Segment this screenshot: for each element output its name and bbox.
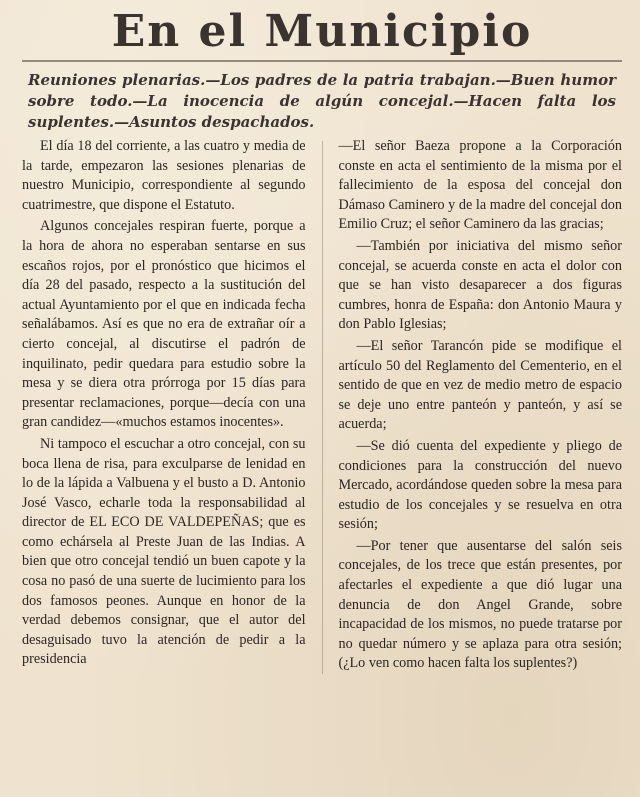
paragraph: Algunos concejales respiran fuerte, porque a la hora de ahora no esperaban sentarse en sus escaños rojos, por el pronóstico que hicimos el día 28 del pasado, respecto a la sustitución del actual Ayuntamiento por el que en indicada fecha señalábamos. Así es que no era de extrañar oír a cierto concejal, al discutirse el padrón de inquilinato, pedir quedara para estudio sobre la mesa y se diera otra prórroga por 15 días para presentar reclamaciones, porque—decía con una gran candidez—«muchos estamos inocentes». xyxy=(22,218,306,431)
paragraph: —También por iniciativa del mismo señor concejal, se acuerda conste en acta el dolor con que se han visto desaparecer a dos figuras cumbres, honra de España: don Antonio Maura y don Pablo Iglesias; xyxy=(338,237,622,333)
paragraph: —Por tener que ausentarse del salón seis concejales, de los trece que están presentes, por afectarles el expediente a que dió lugar una denuncia de don Angel Grande, sobre incapacidad de los mismos, no puede tratarse por no quedar número y se aplaza para otra sesión; (¿Lo ven como hacen falta los suplentes?) xyxy=(338,537,622,672)
paragraph: —Se dió cuenta del expediente y pliego de condiciones para la construcción del nuevo Mercado, acordándose queden sobre la mesa para estudio de los concejales y se resuelva en otra sesión; xyxy=(338,437,622,533)
paragraph: Ni tampoco el escuchar a otro concejal, con su boca llena de risa, para exculparse de lenidad en lo de la lápida a Valbuena y el busto a D. Antonio José Vasco, echarle toda la responsabilidad al director de EL ECO DE VALDEPEÑAS; que es como echársela al Preste Juan de las Indias. A bien que otro concejal tendió un buen capote y la cosa no pasó de una suerte de lucimiento para los dos famosos peones. Aunque en honor de la verdad debemos consignar, que el autor del desaguisado tuvo la atención de pedir a la presidencia xyxy=(22,435,306,668)
article-subhead: Reuniones plenarias.—Los padres de la patria trabajan.—Buen humor sobre todo.—La inocencia de algún concejal.—Hacen falta los suplentes.—Asuntos despachados. xyxy=(28,71,616,131)
right-column xyxy=(338,137,622,674)
paragraph: —El señor Tarancón pide se modifique el artículo 50 del Reglamento del Cementerio, en el sentido de que en vez de medio metro de espacio se deje uno entre panteón y panteón, y así se acuerda; xyxy=(338,337,622,433)
column-divider xyxy=(322,141,323,674)
headline-rule xyxy=(22,60,622,62)
paragraph: El día 18 del corriente, a las cuatro y media de la tarde, empezaron las sesiones plenarias de nuestro Municipio, correspondiente al segundo cuatrimestre, que dispone el Estatuto. xyxy=(22,138,306,213)
left-column xyxy=(22,137,306,674)
paragraph: —El señor Baeza propone a la Corporación conste en acta el sentimiento de la misma por el fallecimiento de la esposa del concejal don Dámaso Caminero y de la madre del concejal don Emilio Cruz; el señor Caminero da las gracias; xyxy=(338,138,622,233)
article-body xyxy=(22,137,622,674)
article-headline: En el Municipio xyxy=(111,6,533,57)
